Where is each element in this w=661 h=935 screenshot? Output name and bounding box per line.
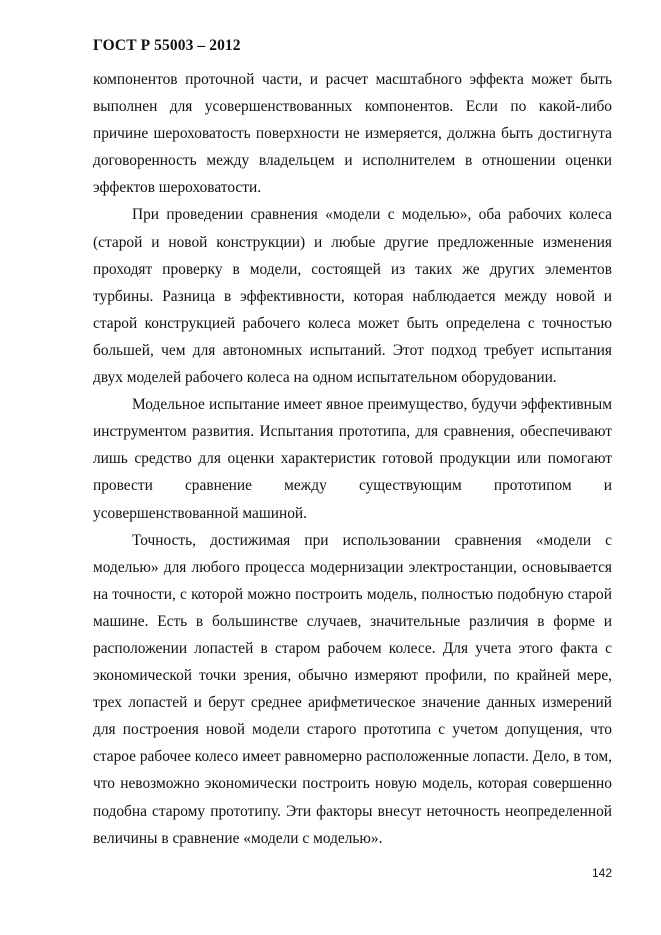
- page-number: 142: [591, 866, 612, 880]
- document-header-standard-id: ГОСТ Р 55003 – 2012: [93, 37, 241, 54]
- paragraph-accuracy: Точность, достижимая при использовании сравнения «модели с моделью» для любого процесса модернизации электростанции, основывается на точности, с которой можно построить модель, полностью подобную старой машине. Есть в большинстве случаев, значительные различия в форме и расположении лопастей в старом рабочем колесе. Для учета этого факта с экономической точки зрения, обычно измеряют профили, по крайней мере, трех лопастей и берут среднее арифметическое значение данных измерений для построения новой модели старого прототипа с учетом допущения, что старое рабочее колесо имеет равномерно расположенные лопасти. Дело, в том, что невозможно экономически построить новую модель, которая совершенно подобна старому прототипу. Эти факторы внесут неточность неопределенной величины в сравнение «модели с моделью».: [93, 531, 612, 847]
- paragraph-continuation: компонентов проточной части, и расчет масштабного эффекта может быть выполнен для усовершенствованных компонентов. Если по какой-либо причине шероховатость поверхности не измеряется, должна быть достигнута договоренность между владельцем и исполнителем в отношении оценки эффектов шероховатости.: [93, 71, 612, 197]
- paragraph-model-comparison: При проведении сравнения «модели с моделью», оба рабочих колеса (старой и новой конструкции) и любые другие предложенные изменения проходят проверку в модели, состоящей из таких же других элементов турбины. Разница в эффективности, которая наблюдается между новой и старой конструкцией рабочего колеса может быть определена с точностью большей, чем для автономных испытаний. Этот подход требует испытания двух моделей рабочего колеса на одном испытательном оборудовании.: [93, 206, 612, 387]
- paragraph-model-testing-advantage: Модельное испытание имеет явное преимущество, будучи эффективным инструментом развития. Испытания прототипа, для сравнения, обеспечивают лишь средство для оценки характеристик готовой продукции или помогают провести сравнение между существующим прототипом и усовершенствованной машиной.: [93, 396, 612, 522]
- document-body: [93, 66, 612, 852]
